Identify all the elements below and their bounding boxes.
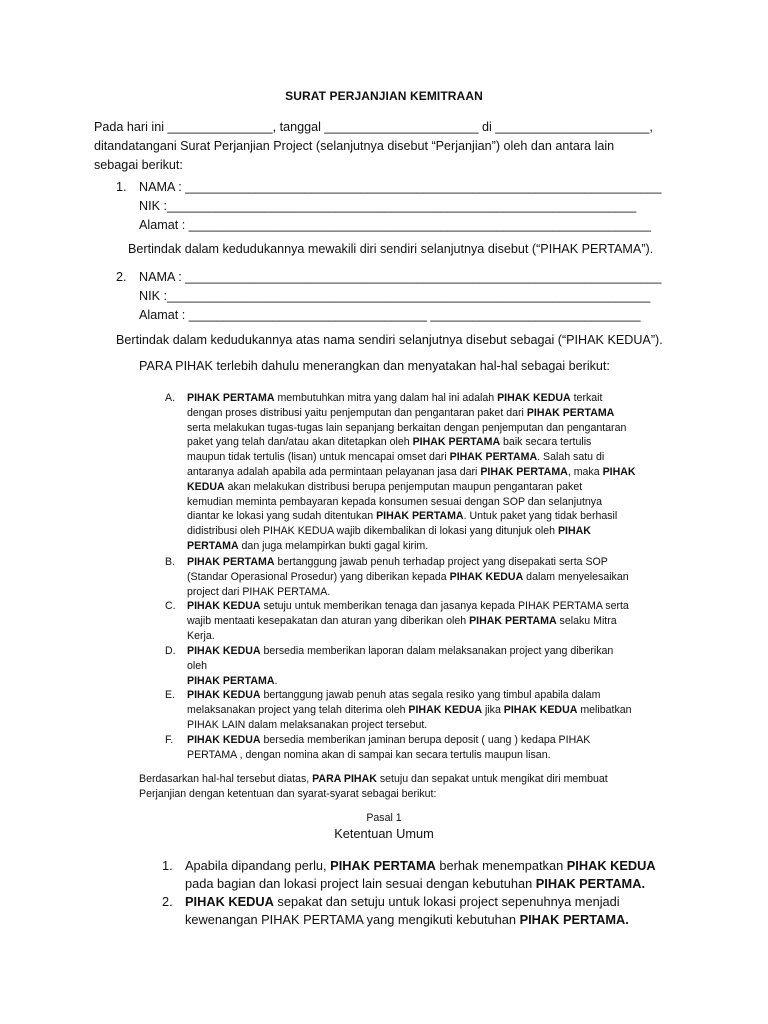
text-run: bertanggung jawab penuh terhadap project yang disepakati serta SOP <box>274 556 608 568</box>
item-line <box>187 465 636 480</box>
text-run: PIHAK PERTAMA <box>376 510 464 523</box>
item-line <box>187 391 636 406</box>
conclusion-line <box>139 772 608 787</box>
text-run: kewenangan PIHAK PERTAMA yang mengikuti kebutuhan <box>185 912 520 927</box>
item-line <box>187 599 629 614</box>
text-run: pada bagian dan lokasi project lain sesuai dengan kebutuhan <box>185 876 536 891</box>
text-run: PIHAK KEDUA <box>497 392 571 404</box>
text-run: oleh <box>187 659 208 672</box>
item-letter: B. <box>165 556 176 568</box>
text-run: jika <box>482 703 504 716</box>
text-run: baik secara tertulis <box>500 436 592 449</box>
text-run: PARA PIHAK <box>312 773 377 785</box>
item-line <box>187 450 636 465</box>
item-line <box>187 555 629 570</box>
text-run: setuju dan sepakat untuk mengikat diri membuat <box>376 773 608 785</box>
text-run: . Untuk paket yang tidak berhasil <box>463 510 618 523</box>
text-run: PIHAK PERTAMA <box>480 465 568 478</box>
text-run: PIHAK PERTAMA <box>187 392 275 404</box>
pasal-point-text <box>185 893 629 929</box>
text-run: PIHAK PERTAMA <box>449 451 538 464</box>
text-run: PIHAK KEDUA <box>187 734 261 746</box>
item-text <box>187 688 632 732</box>
text-run: bersedia memberikan jaminan berupa deposit ( uang ) kedapa PIHAK <box>260 734 591 746</box>
pasal-point-text <box>185 857 656 893</box>
item-letter: F. <box>165 734 174 746</box>
text-run: dengan proses distribusi yaitu penjemputan dan pengantaran paket dari <box>187 406 527 419</box>
item-line <box>187 406 636 421</box>
text-run: PIHAK <box>602 465 636 478</box>
item-line <box>187 718 632 733</box>
text-run: sepakat dan setuju untuk lokasi project sepenuhnya menjadi <box>273 894 620 909</box>
text-run: dalam menyelesaikan <box>523 570 629 583</box>
text-run: PIHAK PERTAMA <box>187 556 275 568</box>
item-line <box>187 703 632 718</box>
party1-number: 1. <box>116 180 127 194</box>
pasal-point-line <box>185 857 656 875</box>
item-letter: D. <box>165 645 176 657</box>
text-run: PIHAK KEDUA <box>185 894 274 909</box>
text-run: . <box>274 674 278 687</box>
item-text <box>187 555 629 599</box>
text-run: akan melakukan distribusi berupa penjemputan maupun pengantaran paket <box>224 480 583 493</box>
text-run: project dari PIHAK PERTAMA. <box>187 585 331 598</box>
text-run: . Salah satu di <box>537 451 605 464</box>
document-title: SURAT PERJANJIAN KEMITRAAN <box>285 89 483 103</box>
item-line <box>187 539 636 554</box>
item-line <box>187 688 632 703</box>
pasal-point-line <box>185 875 656 893</box>
item-letter: A. <box>165 392 176 404</box>
text-run: bertanggung jawab penuh atas segala resiko yang timbul apabila dalam <box>260 689 601 701</box>
text-run: PIHAK KEDUA <box>408 703 482 716</box>
intro-paragraph <box>94 118 653 175</box>
party2-name-field: NAMA : ____________________________________________________________________ <box>139 270 662 284</box>
item-line <box>187 480 636 495</box>
text-run: PIHAK KEDUA <box>187 689 261 701</box>
text-run: (Standar Operasional Prosedur) yang diberikan kepada <box>187 570 450 583</box>
text-run: Perjanjian dengan ketentuan dan syarat-syarat sebagai berikut: <box>139 787 437 800</box>
text-run: serta melakukan tugas-tugas lain sepanjang berkaitan dengan penjemputan dan pengantaran <box>187 421 627 434</box>
text-run: PIHAK PERTAMA <box>526 406 615 419</box>
item-line <box>187 644 613 659</box>
para-pihak-statement: PARA PIHAK terlebih dahulu menerangkan dan menyatakan hal-hal sebagai berikut: <box>139 359 610 373</box>
text-run: selaku Mitra <box>556 614 617 627</box>
party1-address-field: Alamat : __________________________________________________________________ <box>139 218 651 232</box>
item-letter: E. <box>165 689 176 701</box>
item-line <box>187 674 613 689</box>
item-line <box>187 585 629 600</box>
text-run: PIHAK PERTAMA. <box>535 876 646 891</box>
text-run: PIHAK KEDUA <box>187 600 261 612</box>
text-run: dan juga melampirkan bukti gagal kirim. <box>238 539 429 552</box>
party1-statement: Bertindak dalam kedudukannya mewakili diri sendiri selanjutnya disebut (“PIHAK PERTAMA”). <box>128 242 654 256</box>
text-run: diantar ke lokasi yang sudah ditentukan <box>187 510 377 523</box>
party1-nik-field: NIK :___________________________________________________________________ <box>139 199 637 213</box>
party2-address-field: Alamat : __________________________________ ______________________________ <box>139 308 641 322</box>
conclusion-paragraph <box>139 772 608 802</box>
text-run: bersedia memberikan laporan dalam melaksanakan project yang diberikan <box>260 645 614 657</box>
text-run: maupun tidak tertulis (lisan) untuk mencapai omset dari <box>187 451 450 464</box>
item-line <box>187 659 613 674</box>
item-text <box>187 599 629 643</box>
item-text <box>187 644 613 688</box>
text-run: wajib mentaati kesepakatan dan aturan yang diberikan oleh <box>187 614 470 627</box>
text-run: Kerja. <box>187 629 215 642</box>
item-line <box>187 524 636 539</box>
party2-nik-field: NIK :_____________________________________________________________________ <box>139 289 651 303</box>
party1-name-field: NAMA : ____________________________________________________________________ <box>139 180 662 194</box>
text-run: PIHAK PERTAMA <box>187 674 275 687</box>
pasal-point-number: 1. <box>162 858 173 873</box>
text-run: , maka <box>567 465 603 478</box>
text-run: PIHAK PERTAMA <box>412 436 501 449</box>
pasal-point-line <box>185 893 629 911</box>
text-run: PIHAK PERTAMA <box>469 614 557 627</box>
item-line <box>187 509 636 524</box>
intro-line: ditandatangani Surat Perjanjian Project (selanjutnya disebut “Perjanjian”) oleh dan antara lain <box>94 139 615 153</box>
party2-fields <box>139 268 661 325</box>
item-line <box>187 733 590 748</box>
item-letter: C. <box>165 600 176 612</box>
text-run: PIHAK <box>557 525 591 538</box>
text-run: PIHAK PERTAMA. <box>519 912 629 927</box>
party1-fields <box>139 178 661 235</box>
item-text <box>187 733 590 763</box>
text-run: membutuhkan mitra yang dalam hal ini adalah <box>274 392 498 404</box>
text-run: Berdasarkan hal-hal tersebut diatas, <box>139 773 313 785</box>
text-run: berhak menempatkan <box>435 858 567 873</box>
intro-line: sebagai berikut: <box>94 158 183 172</box>
item-line <box>187 421 636 436</box>
text-run: PIHAK KEDUA <box>449 570 524 583</box>
text-run: PIHAK KEDUA <box>187 645 261 657</box>
conclusion-line <box>139 787 608 802</box>
pasal-point-line <box>185 911 629 929</box>
item-line <box>187 748 590 763</box>
party2-number: 2. <box>116 270 127 284</box>
text-run: KEDUA <box>187 480 225 493</box>
party2-statement: Bertindak dalam kedudukannya atas nama sendiri selanjutnya disebut sebagai (“PIHAK KEDUA”). <box>116 333 663 347</box>
item-text <box>187 391 636 554</box>
text-run: kemudian meminta pembayaran kepada konsumen sesuai dengan SOP dan selanjutnya <box>187 495 602 508</box>
item-line <box>187 495 636 510</box>
text-run: PIHAK KEDUA <box>503 703 578 716</box>
text-run: terkait <box>570 392 603 404</box>
text-run: PIHAK KEDUA <box>566 858 656 873</box>
item-line <box>187 629 629 644</box>
text-run: antaranya adalah apabila ada permintaan pelayanan jasa dari <box>187 465 481 478</box>
text-run: PIHAK PERTAMA <box>330 858 436 873</box>
text-run: PERTAMA <box>187 539 239 552</box>
text-run: PERTAMA , dengan nomina akan di sampai kan secara tertulis maupun lisan. <box>187 748 551 761</box>
pasal-subheading: Ketentuan Umum <box>334 826 434 841</box>
text-run: paket yang telah dan/atau akan ditetapkan oleh <box>187 436 413 449</box>
item-line <box>187 614 629 629</box>
pasal-heading: Pasal 1 <box>366 812 402 824</box>
item-line <box>187 435 636 450</box>
item-line <box>187 570 629 585</box>
text-run: Apabila dipandang perlu, <box>185 858 331 873</box>
text-run: setuju untuk memberikan tenaga dan jasanya kepada PIHAK PERTAMA serta <box>260 600 629 612</box>
text-run: didistribusi oleh PIHAK KEDUA wajib dikembalikan di lokasi yang ditunjuk oleh <box>187 525 558 538</box>
intro-line: Pada hari ini _______________, tanggal ______________________ di ______________________, <box>94 120 653 134</box>
text-run: PIHAK LAIN dalam melaksanakan project tersebut. <box>187 718 428 731</box>
text-run: melibatkan <box>577 703 632 716</box>
text-run: melaksanakan project yang telah diterima oleh <box>187 703 409 716</box>
pasal-point-number: 2. <box>162 894 173 909</box>
